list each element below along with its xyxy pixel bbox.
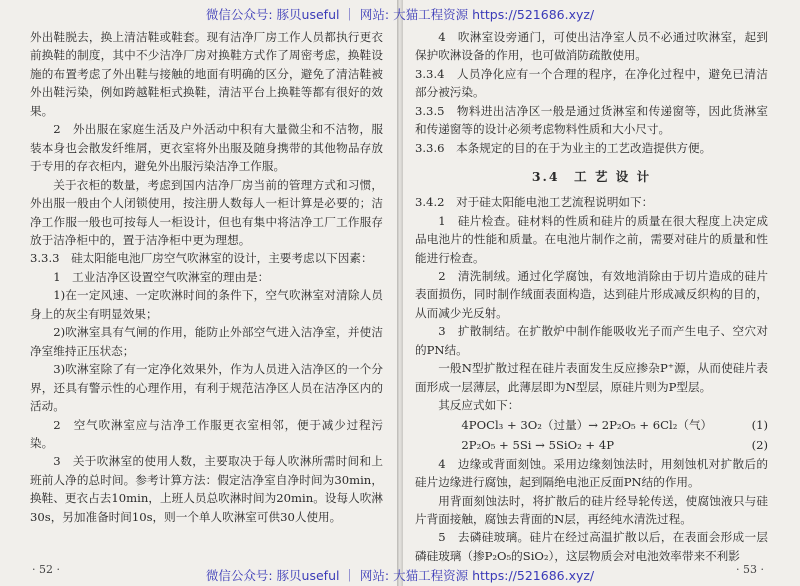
clause-heading: 3.3.5 物料进出洁净区一般是通过货淋室和传递窗等，因此货淋室和传递窗等的设计必须考虑物料性质和大小尺寸。 [415,103,768,137]
paragraph: 4 边缘或背面刻蚀。采用边缘刻蚀法时，用刻蚀机对扩散后的硅片边缘进行腐蚀，起到隔绝电池正反面PN结的作用。 [415,456,768,490]
paragraph: 1 硅片检查。硅材料的性质和硅片的质量在很大程度上决定成品电池片的性能和质量。在电池片制作之前，需要对硅片的质量和性能进行检查。 [415,213,768,265]
paragraph: 关于衣柜的数量，考虑到国内洁净厂房当前的管理方式和习惯，外出服一般由个人闭锁使用，按注册人数每人一柜计算是必要的；洁净工作服一般也可按每人一柜设计，但也有集中将洁净工厂工作服存放于洁净柜中的，置于洁净柜中更为理想。 [30,177,383,247]
equation-number: (2) [751,437,768,452]
clause-heading: 3.4.2 对于硅太阳能电池工艺流程说明如下： [415,195,654,210]
clause-heading: 3.3.6 本条规定的目的在于为业主的工艺改造提供方便。 [415,140,712,155]
paragraph: 2)吹淋室具有气闸的作用，能防止外部空气进入洁净室，并使洁净室维持正压状态； [30,325,383,358]
paragraph: 其反应式如下： [438,398,520,413]
paragraph: 5 去磷硅玻璃。硅片在经过高温扩散以后，在表面会形成一层磷硅玻璃（掺P₂O₅的SiO₂），这层物质会对电池效率带来不利影 [415,530,768,563]
paragraph: 2 空气吹淋室应与洁净工作服更衣室相邻，便于减少过程污染。 [30,417,383,450]
right-page [403,0,800,586]
paragraph: 3)吹淋室除了有一定净化效果外，作为人员进入洁净区的一个分界，还具有警示性的心理作用，有利于规范洁净区人员在洁净区内的活动。 [30,362,383,414]
section-title: 3.4 工 艺 设 计 [531,169,652,185]
paragraph: 一般N型扩散过程在硅片表面发生反应掺杂P⁺源，从而使硅片表面形成一层薄层，此薄层即为N型层，原硅片则为P型层。 [415,361,768,394]
page-number: · 53 · [736,563,764,576]
paragraph: 用背面刻蚀法时，将扩散后的硅片经导轮传送，使腐蚀液只与硅片背面接触，腐蚀去背面的N层，再经纯水清洗过程。 [415,493,768,526]
equation [415,435,768,455]
paragraph: 2 外出服在家庭生活及户外活动中积有大量微尘和不洁物，服装本身也会散发纤维屑，更衣室将外出服及随身携带的其他物品存放于专用的存衣柜内，避免外出服污染洁净工作服。 [30,122,383,174]
equation-expression: 2P₂O₅ + 5Si → 5SiO₂ + 4P [461,437,615,452]
paragraph: 4 吹淋室设旁通门，可使出洁净室人员不必通过吹淋室，起到保护吹淋设备的作用，也可做消防疏散使用。 [415,30,768,63]
paragraph: 3 关于吹淋室的使用人数，主要取决于每人吹淋所需时间和上班前人净的总时间。参考计算方法：假定洁净室自净时间为30min，换鞋、更衣占去10min，上班人员总吹淋时间为20min。设每人吹淋30s，另加准备时间10s，则一个单人吹淋室可供30人使用。 [30,454,383,524]
equation-expression: 4POCl₃ + 3O₂（过量）→ 2P₂O₅ + 6Cl₂（气） [461,417,713,432]
paragraph: 3 扩散制结。在扩散炉中制作能吸收光子而产生电子、空穴对的PN结。 [415,324,768,357]
watermark-bottom: 微信公众号: 豚贝useful ｜ 网站: 大猫工程资源 https://521686.xyz/ [205,568,595,583]
page-number: · 52 · [32,563,60,576]
left-page [0,0,397,586]
watermark-top: 微信公众号: 豚贝useful ｜ 网站: 大猫工程资源 https://521686.xyz/ [205,7,595,22]
paragraph: 外出鞋脱去，换上清洁鞋或鞋套。现有洁净厂房工作人员都执行更衣前换鞋的制度，其中不少洁净厂房对换鞋方式作了周密考虑，换鞋设施的布置考虑了外出鞋与接触的地面有明确的区分，避免了清洁鞋被外出鞋污染，例如跨越鞋柜式换鞋，清洁平台上换鞋等都有很好的效果。 [30,30,383,118]
paragraph: 2 清洗制绒。通过化学腐蚀，有效地消除由于切片造成的硅片表面损伤，同时制作绒面表面构造，达到硅片形成减反织构的目的，从而减少光反射。 [415,268,768,320]
equation [415,415,768,435]
clause-heading: 3.3.4 人员净化应有一个合理的程序，在净化过程中，避免已清洁部分被污染。 [415,66,768,100]
paragraph: 1 工业洁净区设置空气吹淋室的理由是： [53,269,270,284]
paragraph: 1)在一定风速、一定吹淋时间的条件下，空气吹淋室对清除人员身上的灰尘有明显效果； [30,288,383,321]
clause-heading: 3.3.3 硅太阳能电池厂房空气吹淋室的设计，主要考虑以下因素： [30,251,373,266]
equation-number: (1) [751,417,768,432]
